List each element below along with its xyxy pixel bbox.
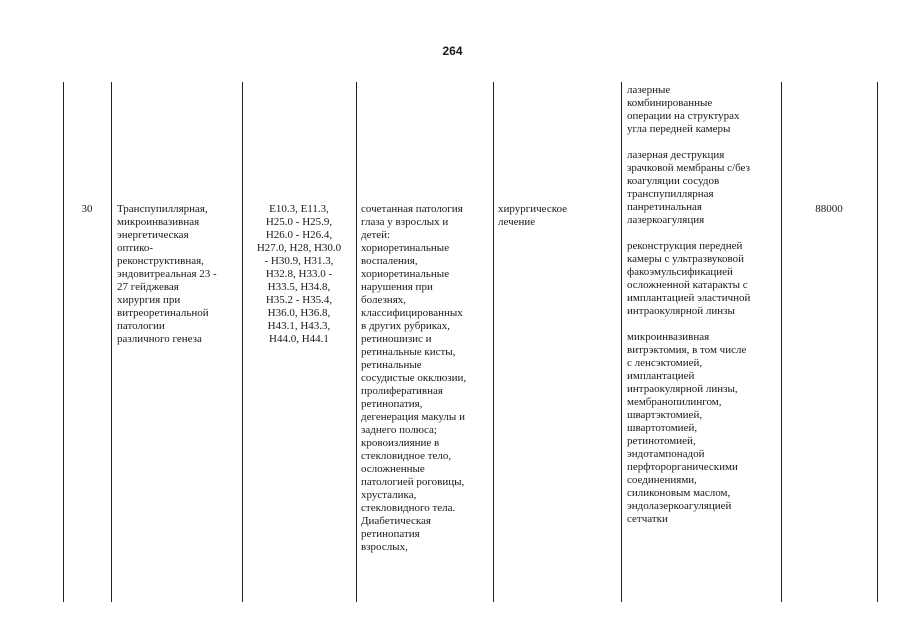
cost-value: 88000 <box>815 203 843 215</box>
column-divider <box>493 82 494 602</box>
row-number: 30 <box>81 203 93 215</box>
column-divider <box>356 82 357 602</box>
method-laser-combined: лазерные комбинированные операции на структурах угла передней камеры <box>627 84 740 135</box>
care-type-name: Транспупиллярная, микроинвазивная энергетическая оптико- реконструктивная, эндовитреальная 23 - 27 гейджевая хирургия при витреоретинальной патологии различного генеза <box>117 203 217 345</box>
treatment-type: хирургическое лечение <box>498 203 568 228</box>
icd-codes: E10.3, E11.3, H25.0 - H25.9, H26.0 - H26.4, H27.0, H28, H30.0 - H30.9, H31.3, H32.8, H33.0 - H33.5, H34.8, H35.2 - H35.4, H36.0, H36.8, H43.1, H43.3, H44.0, H44.1 <box>256 203 342 345</box>
method-anterior-chamber-reconstruction: реконструкция передней камеры с ультразвуковой факоэмульсификацией осложненной катаракты с имплантацией эластичной интраокулярной линзы <box>627 240 751 317</box>
column-divider <box>111 82 112 602</box>
column-divider <box>621 82 622 602</box>
patient-model: сочетанная патология глаза у взрослых и детей: хориоретинальные воспаления, хориоретинальные нарушения при болезнях, классифицированных в других рубриках, ретиношизис и ретинальные кисты, ретинальные сосудистые окклюзии, пролиферативная ретинопатия, дегенерация макулы и заднего полюса; кровоизлияние в стекловидное тело, осложненные патологией роговицы, хрусталика, стекловидного тела. Диабетическая ретинопатия взрослых, <box>361 203 467 553</box>
method-laser-destruction: лазерная деструкция зрачковой мембраны с/без коагуляции сосудов транспупиллярная панретинальная лазеркоагуляция <box>627 149 750 226</box>
column-divider <box>242 82 243 602</box>
page-number: 264 <box>442 44 463 58</box>
treatment-methods <box>627 84 779 526</box>
table-border-right <box>877 82 878 602</box>
table-border-left <box>63 82 64 602</box>
method-microinvasive-vitrectomy: микроинвазивная витрэктомия, в том числе с ленсэктомией, имплантацией интраокулярной линзы, мембранопилингом, швартэктомией, швартотомией, ретинотомией, эндотампонадой перфторорганическими соединениями, силиконовым маслом, эндолазеркоагуляцией сетчатки <box>627 331 747 525</box>
column-divider <box>781 82 782 602</box>
